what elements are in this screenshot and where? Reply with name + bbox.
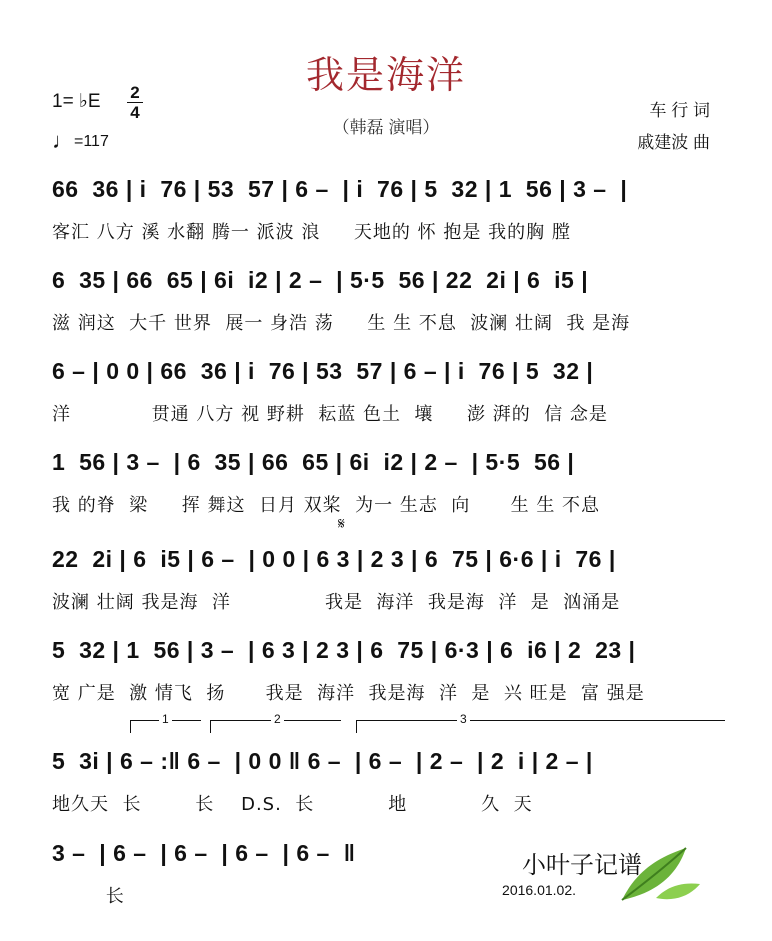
lyrics-line: 长 [52,886,125,907]
performer-credit: （韩磊 演唱） [332,118,440,137]
score-row-3 [52,358,724,444]
volta-label: 2 [271,712,284,726]
time-signature-bottom: 4 [130,103,140,122]
score-row-5 [52,546,724,632]
lyrics-line: 波澜 壮阔 我是海 洋 我是 海洋 我是海 洋 是 汹涌是 [52,592,621,613]
score-row-7 [52,748,724,834]
quarter-note-icon: ♩ [52,128,74,153]
segno-icon: 𝄋 [338,516,345,533]
lyrics-line: 滋 润这 大千 世界 展一 身浩 荡 生 生 不息 波澜 壮阔 我 是海 [52,313,631,334]
volta-bracket-3 [356,712,725,733]
transcription-date: 2016.01.02. [502,882,576,898]
transcriber-signature: 小叶子记谱 [522,851,642,879]
score-row-2 [52,267,724,353]
score-row-6 [52,637,724,723]
volta-label: 1 [159,712,172,726]
score-row-4 [52,449,724,535]
time-signature [126,84,144,121]
lyrics-line: 宽 广是 激 情飞 扬 我是 海洋 我是海 洋 是 兴 旺是 富 强是 [52,683,645,704]
score-row-1 [52,176,724,262]
notation-line: 6 – | 0 0 | 66 36 | i 76 | 53 57 | 6 – | i 76 | 5 32 | [52,358,594,384]
notation-line: 6 35 | 66 65 | 6i i2 | 2 – | 5·5 56 | 22 2i | 6 i5 | [52,267,589,293]
volta-bracket-1 [130,712,201,733]
lyrics-line: 洋 贯通 八方 视 野耕 耘蓝 色土 壤 澎 湃的 信 念是 [52,404,608,425]
notation-line: 66 36 | i 76 | 53 57 | 6 – | i 76 | 5 32 | 1 56 | 3 – | [52,176,628,202]
volta-bracket-2 [210,712,341,733]
leaf-icon [616,842,702,904]
notation-line: 22 2i | 6 i5 | 6 – | 0 0 | 6 3 | 2 3 | 6 75 | 6·6 | i 76 | [52,546,616,572]
lyricist-credit: 车 行 词 [649,101,710,120]
lyrics-line: 地久天 长 长 D.S. 长 地 久 天 [52,794,533,815]
notation-line: 1 56 | 3 – | 6 35 | 66 65 | 6i i2 | 2 – | 5·5 56 | [52,449,575,475]
lyrics-line: 客汇 八方 溪 水翻 腾一 派波 浪 天地的 怀 抱是 我的胸 膛 [52,222,571,243]
notation-line: 3 – | 6 – | 6 – | 6 – | 6 – ‖ [52,840,356,866]
composer-credit: 戚建波 曲 [637,133,710,152]
notation-line: 5 32 | 1 56 | 3 – | 6 3 | 2 3 | 6 75 | 6·3 | 6 i6 | 2 23 | [52,637,636,663]
notation-line: 5 3i | 6 – :‖ 6 – | 0 0 ‖ 6 – | 6 – | 2 – | 2 i | 2 – | [52,748,593,774]
key-signature: 1= ♭E [52,91,101,112]
volta-label: 3 [457,712,470,726]
song-title: 我是海洋 [305,53,466,97]
lyrics-line: 我 的脊 梁 挥 舞这 日月 双桨 为一 生志 向 生 生 不息 [52,495,601,516]
tempo-value: =117 [74,133,109,150]
tempo-marking [52,128,109,154]
time-signature-top: 2 [130,83,140,102]
